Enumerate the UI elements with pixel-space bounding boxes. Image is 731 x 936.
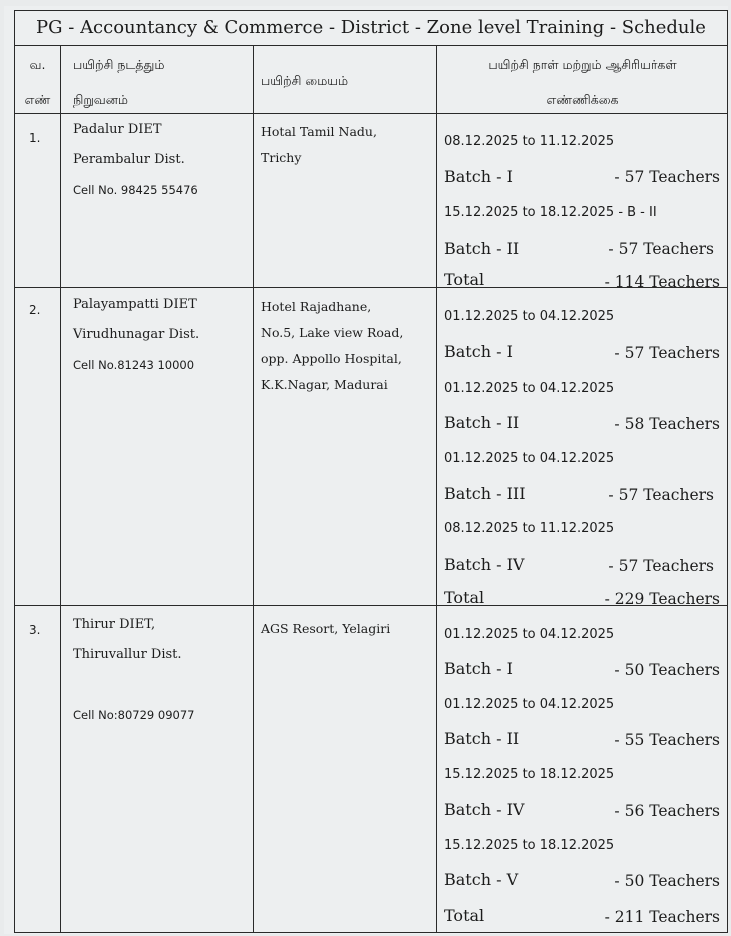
document-page <box>4 6 728 934</box>
table-title: PG - Accountancy & Commerce - District - Zone level Training - Schedule <box>15 11 727 46</box>
row-2-sno: 2. <box>29 303 41 317</box>
schedule-table <box>14 10 728 933</box>
row-2-venue: Hotel Rajadhane, No.5, Lake view Road, opp. Appollo Hospital, K.K.Nagar, Madurai <box>261 299 404 392</box>
row-1-sno: 1. <box>29 131 41 145</box>
column-divider <box>253 45 254 932</box>
row-2-institute: Palayampatti DIET Virudhunagar Dist. Cell No.81243 10000 <box>73 297 200 372</box>
header-dates: பயிற்சி நாள் மற்றும் ஆசிரியர்கள் எண்ணிக்கை <box>488 57 677 107</box>
header-centre: பயிற்சி மையம் <box>261 73 349 88</box>
row-3-institute: Thirur DIET, Thiruvallur Dist. Cell No:80729 09077 <box>73 617 195 722</box>
row-1-venue: Hotal Tamil Nadu, Trichy <box>261 124 377 165</box>
column-divider <box>436 45 437 932</box>
row-3-schedule: 01.12.2025 to 04.12.2025 Batch - I - 50 Teachers 01.12.2025 to 04.12.2025 Batch - II - 55 Teachers 15.12.2025 to 18.12.2025 Batch - IV - 56 Teachers 15.12.2025 to 18.12.2025 Batch - V - 50 Teachers Total - 211 Teachers <box>444 627 720 926</box>
row-1-institute: Padalur DIET Perambalur Dist. Cell No. 98425 55476 <box>73 122 198 197</box>
column-divider <box>60 45 61 932</box>
row-2-schedule: 01.12.2025 to 04.12.2025 Batch - I - 57 Teachers 01.12.2025 to 04.12.2025 Batch - II - 58 Teachers 01.12.2025 to 04.12.2025 Batch - III - 57 Teachers 08.12.2025 to 11.12.2025 Batch - IV - 57 Teachers Total - 229 Teachers <box>444 309 720 608</box>
row-1-schedule: 08.12.2025 to 11.12.2025 Batch - I - 57 Teachers 15.12.2025 to 18.12.2025 - B - II Batch - II - 57 Teachers Total - 114 Teachers <box>444 134 720 291</box>
row-3-sno: 3. <box>29 623 41 637</box>
row-3-venue: AGS Resort, Yelagiri <box>261 621 391 636</box>
header-institute: பயிற்சி நடத்தும் நிறுவனம் <box>73 57 165 107</box>
header-sno: வ. எண் <box>24 57 51 107</box>
